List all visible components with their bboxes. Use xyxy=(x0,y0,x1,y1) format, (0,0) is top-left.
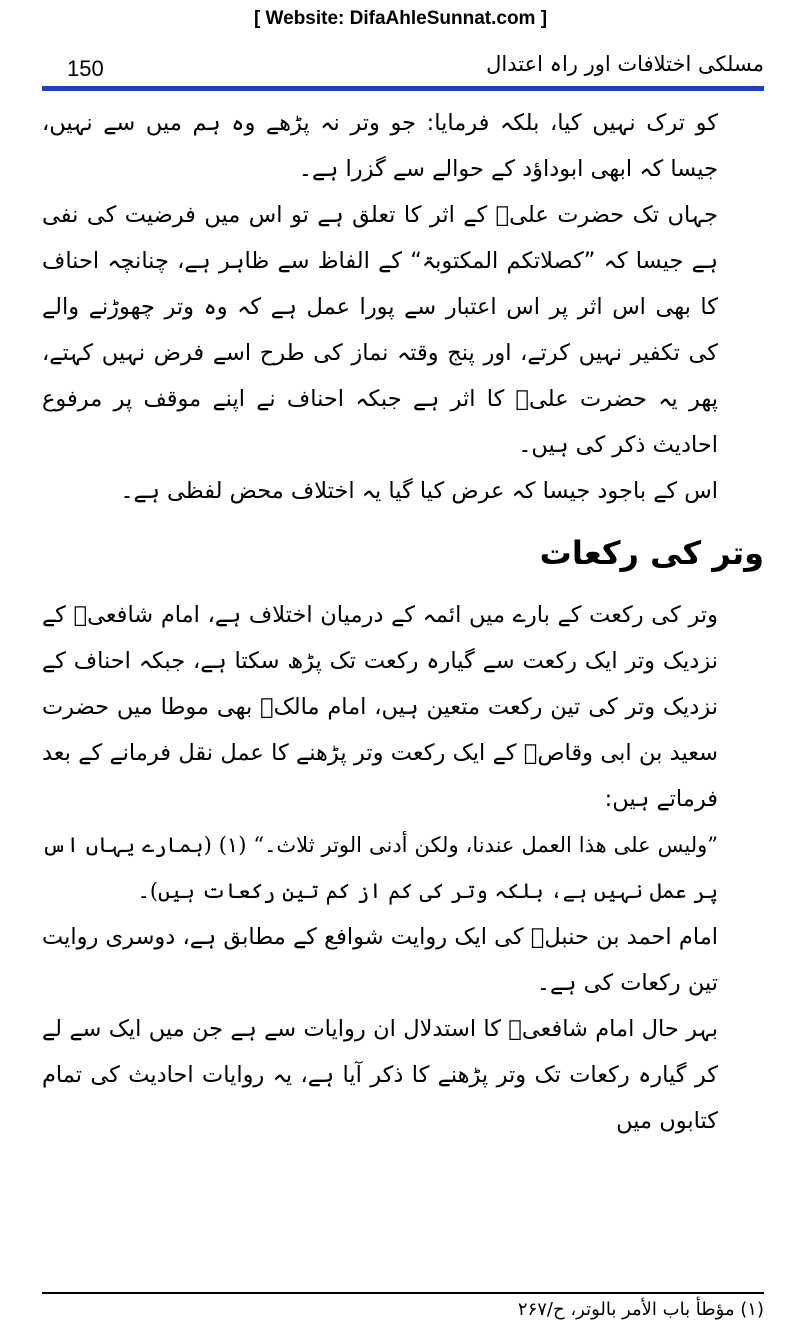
section-heading: وتر کی رکعات xyxy=(539,534,764,572)
footnote: (۱) مؤطأ باب الأمر بالوتر، ح/۲۶۷ xyxy=(517,1299,764,1320)
page-number: 150 xyxy=(67,56,104,81)
footnote-rule xyxy=(42,1292,764,1294)
paragraph-2: جہاں تک حضرت علیؓ کے اثر کا تعلق ہے تو اس میں فرضیت کی نفی ہے جیسا کہ ”کصلاتکم المکتوبۃ“ کے الفاظ سے ظاہر ہے، چنانچہ احناف کا بھی اس اثر پر اس اعتبار سے پورا عمل ہے کہ وہ وتر چھوڑنے والے کی تکفیر نہیں کرتے، اور پنج وقتہ نماز کی طرح اسے فرض نہیں کہتے، پھر یہ حضرت علیؓ کا اثر ہے جبکہ احناف نے اپنے موقف پر مرفوع احادیث ذکر کی ہیں۔ xyxy=(42,202,718,458)
paragraph-1: کو ترک نہیں کیا، بلکہ فرمایا: جو وتر نہ پڑھے وہ ہم میں سے نہیں، جیسا کہ ابھی ابوداؤد کے حوالے سے گزرا ہے۔ xyxy=(42,110,718,182)
running-title: مسلکی اختلافات اور راہ اعتدال xyxy=(486,52,764,76)
paragraph-3: اس کے باجود جیسا کہ عرض کیا گیا یہ اختلاف محض لفظی ہے۔ xyxy=(120,478,718,504)
arabic-quotation: ”ولیس علی ھذا العمل عندنا، ولکن أدنی الوتر ثلاث۔“ (۱) (ہمارے یہاں اس پر عمل نہیں ہے، بلکہ وتر کی کم از کم تین رکعات ہیں)۔ xyxy=(42,833,718,903)
website-banner[interactable]: [ Website: DifaAhleSunnat.com ] xyxy=(253,8,548,29)
page-header xyxy=(42,50,764,88)
paragraph-6: بہر حال امام شافعیؒ کا استدلال ان روایات سے ہے جن میں ایک سے لے کر گیارہ رکعات تک وتر پڑھنے کا ذکر آیا ہے، یہ روایات احادیث کی تمام کتابوں میں xyxy=(42,1016,718,1134)
header-rule xyxy=(42,86,764,91)
paragraph-4: وتر کی رکعت کے بارے میں ائمہ کے درمیان اختلاف ہے، امام شافعیؒ کے نزدیک وتر ایک رکعت سے گیارہ رکعت تک پڑھ سکتا ہے، جبکہ احناف کے نزدیک وتر کی تین رکعت متعین ہیں، امام مالکؒ بھی موطا میں حضرت سعید بن ابی وقاصؓ کے ایک رکعت وتر پڑھنے کا عمل نقل فرمانے کے بعد فرماتے ہیں: xyxy=(42,602,718,812)
page-body xyxy=(42,100,764,1144)
paragraph-5: امام احمد بن حنبلؒ کی ایک روایت شوافع کے مطابق ہے، دوسری روایت تین رکعات کی ہے۔ xyxy=(42,924,718,996)
